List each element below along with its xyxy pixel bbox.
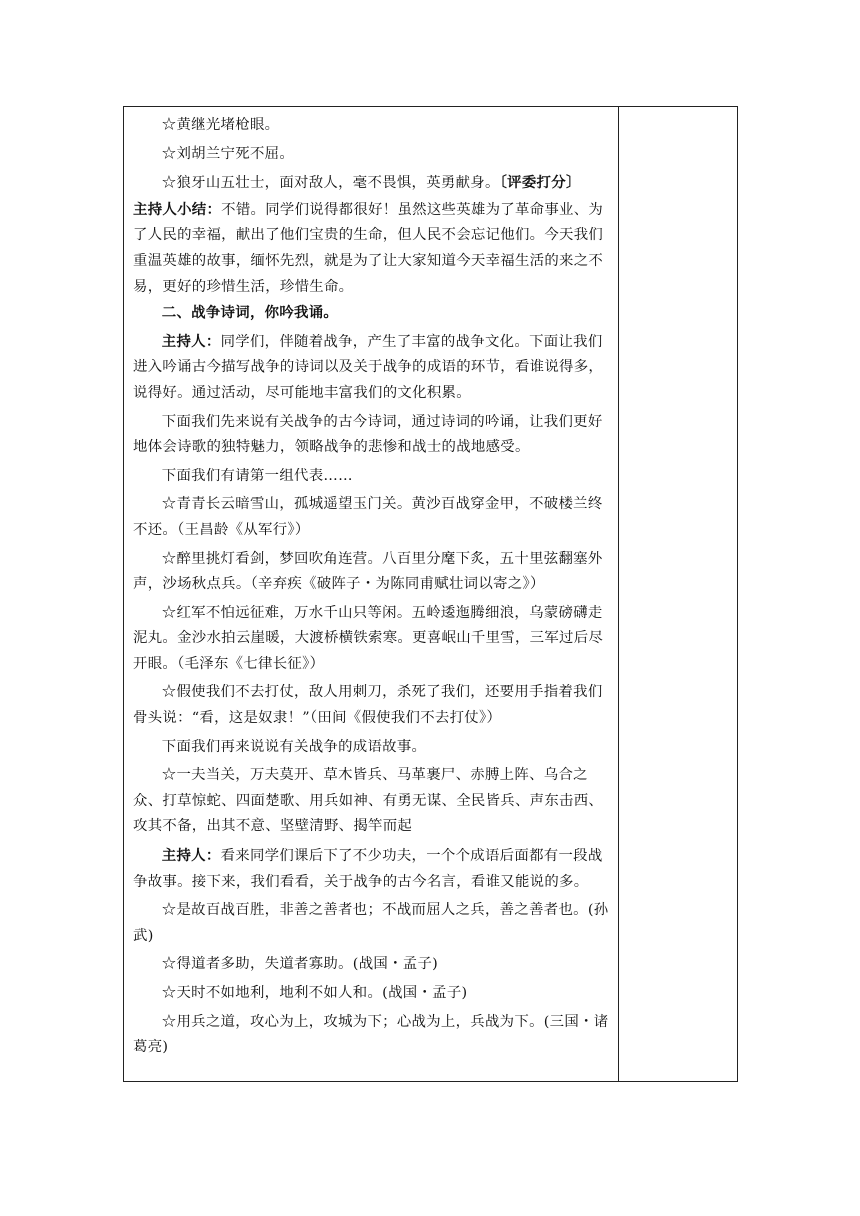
- lesson-table: [123, 106, 738, 1082]
- host-speech: 主持人：同学们，伴随着战争，产生了丰富的战争文化。下面让我们进入吟诵古今描写战争的诗词以及关于战争的成语的环节，看谁说得多，说得好。通过活动，尽可能地丰富我们的文化积累。: [133, 332, 604, 401]
- poem: ☆醉里挑灯看剑，梦回吹角连营。八百里分麾下炙，五十里弦翻塞外声，沙场秋点兵。（辛弃疾《破阵子・为陈同甫赋壮词以寄之》）: [133, 550, 603, 593]
- paragraph: 下面我们再来说说有关战争的成语故事。: [161, 738, 427, 755]
- host-speech: 主持人：看来同学们课后下了不少功夫，一个个成语后面都有一段战争故事。接下来，我们看看，关于战争的古今名言，看谁又能说的多。: [133, 847, 603, 890]
- poem: ☆红军不怕远征难，万水千山只等闲。五岭逶迤腾细浪，乌蒙磅礴走泥丸。金沙水拍云崖暖，大渡桥横铁索寒。更喜岷山千里雪，三军过后尽开眼。（毛泽东《七律长征》）: [133, 604, 604, 672]
- poem: ☆青青长云暗雪山，孤城遥望玉门关。黄沙百战穿金甲，不破楼兰终不还。（王昌龄《从军行》）: [133, 496, 603, 538]
- paragraph: ☆黄继光堵枪眼。: [161, 117, 280, 133]
- paragraph: ☆刘胡兰宁死不屈。: [161, 145, 295, 162]
- quote: ☆用兵之道，攻心为上，攻城为下；心战为上，兵战为下。(三国・诸葛亮): [133, 1013, 609, 1056]
- poem: ☆假使我们不去打仗，敌人用刺刀，杀死了我们，还要用手指着我们骨头说：“看，这是奴隶！”（田间《假使我们不去打仗》）: [133, 684, 603, 727]
- quote: ☆是故百战百胜，非善之善者也；不战而屈人之兵，善之善者也。(孙武): [133, 902, 609, 944]
- idiom-list: ☆一夫当关，万夫莫开、草木皆兵、马革裹尸、赤膊上阵、乌合之众、打草惊蛇、四面楚歌、用兵如神、有勇无谋、全民皆兵、声东击西、攻其不备，出其不意、坚壁清野、揭竿而起: [133, 767, 604, 835]
- paragraph: 下面我们有请第一组代表……: [161, 467, 353, 484]
- host-summary: 主持人小结：不错。同学们说得都很好！虽然这些英雄为了革命事业、为了人民的幸福，献出了他们宝贵的生命，但人民不会忘记他们。今天我们重温英雄的故事，缅怀先烈，就是为了让大家知道今天幸福生活的来之不易，更好的珍惜生活，珍惜生命。: [133, 200, 604, 295]
- section-heading: 二、战争诗词，你吟我诵。: [161, 304, 339, 322]
- quote: ☆天时不如地利，地利不如人和。(战国・孟子): [161, 985, 468, 1001]
- main-cell: [133, 113, 612, 1061]
- quote: ☆得道者多助，失道者寡助。(战国・孟子): [161, 956, 439, 973]
- paragraph: 下面我们先来说有关战争的古今诗词，通过诗词的吟诵，让我们更好地体会诗歌的独特魅力，领略战争的悲惨和战士的战地感受。: [133, 413, 603, 456]
- notes-cell: [619, 107, 737, 1081]
- paragraph: ☆狼牙山五壮士，面对敌人，毫不畏惧，英勇献身。〔评委打分〕: [161, 174, 581, 192]
